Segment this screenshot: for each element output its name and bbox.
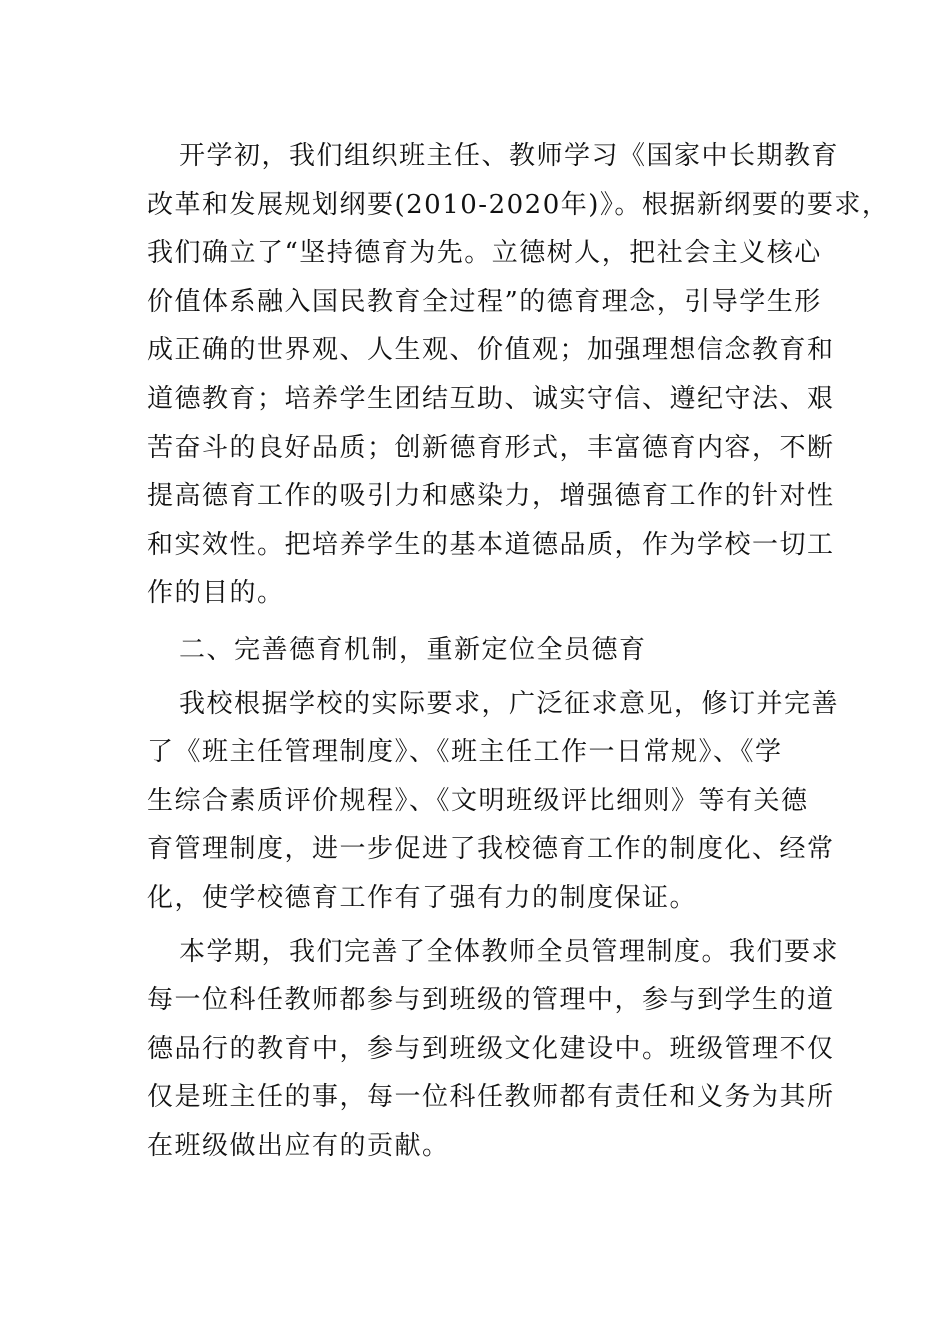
section-heading — [147, 626, 827, 675]
text-line: 化，使学校德育工作有了强有力的制度保证。 — [147, 882, 698, 913]
paragraph-opening — [147, 132, 890, 618]
text-line: 提高德育工作的吸引力和感染力，增强德育工作的针对性 — [147, 481, 835, 512]
text-line: 改革和发展规划纲要(2010-2020年)》。根据新纲要的要求， — [147, 189, 890, 220]
text-line: 开学初，我们组织班主任、教师学习《国家中长期教育 — [179, 141, 840, 171]
text-line: 了《班主任管理制度》、《班主任工作一日常规》、《学 — [147, 737, 783, 768]
text-line: 价值体系融入国民教育全过程”的德育理念，引导学生形 — [147, 286, 822, 317]
text-line: 仅是班主任的事，每一位科任教师都有责任和义务为其所 — [147, 1082, 835, 1113]
paragraph-mechanism — [147, 680, 840, 923]
text-line: 我们确立了“坚持德育为先。立德树人，把社会主义核心 — [147, 238, 822, 269]
text-line: 作的目的。 — [147, 578, 285, 609]
paragraph-semester — [147, 928, 840, 1171]
text-line: 和实效性。把培养学生的基本道德品质，作为学校一切工 — [147, 529, 835, 560]
text-line: 育管理制度，进一步促进了我校德育工作的制度化、经常 — [147, 834, 835, 865]
document-body — [147, 132, 890, 1170]
text-line: 德品行的教育中，参与到班级文化建设中。班级管理不仅 — [147, 1033, 835, 1064]
text-line: 每一位科任教师都参与到班级的管理中，参与到学生的道 — [147, 985, 835, 1016]
text-line: 成正确的世界观、人生观、价值观；加强理想信念教育和 — [147, 335, 835, 366]
text-line: 本学期，我们完善了全体教师全员管理制度。我们要求 — [179, 936, 840, 967]
heading-line: 二、完善德育机制，重新定位全员德育 — [179, 634, 647, 665]
text-line: 在班级做出应有的贡献。 — [147, 1130, 450, 1161]
text-line: 我校根据学校的实际要求，广泛征求意见，修订并完善 — [179, 688, 840, 719]
text-line: 道德教育；培养学生团结互助、诚实守信、遵纪守法、艰 — [147, 383, 835, 414]
text-line: 苦奋斗的良好品质；创新德育形式，丰富德育内容，不断 — [147, 432, 835, 463]
text-line: 生综合素质评价规程》、《文明班级评比细则》等有关德 — [147, 785, 809, 816]
